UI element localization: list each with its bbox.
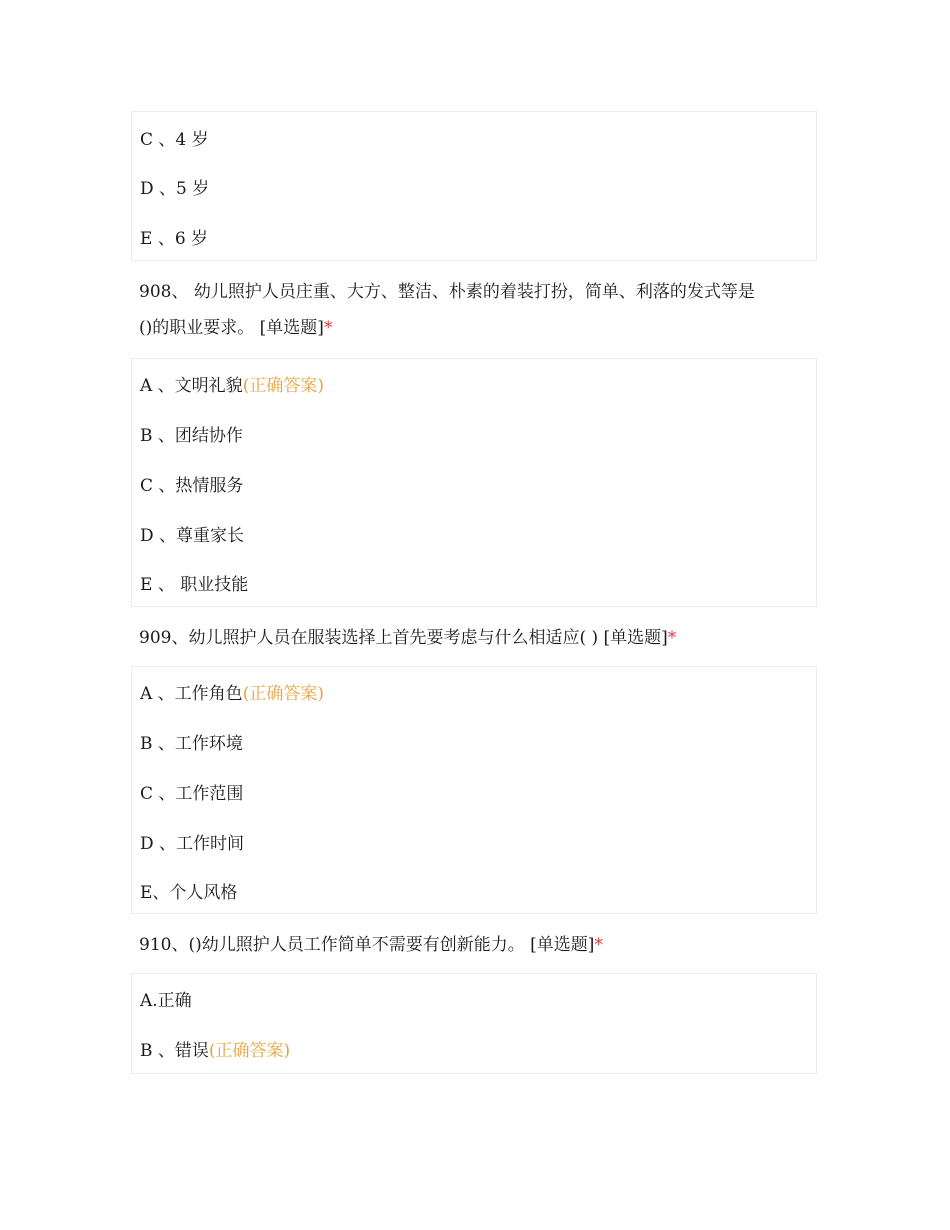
option-b[interactable]: B 、错误(正确答案) (140, 1041, 291, 1061)
option-a[interactable]: A.正确 (140, 991, 192, 1011)
question-908 (139, 274, 819, 346)
correct-answer-label: (正确答案) (208, 1041, 291, 1061)
option-d[interactable]: D 、尊重家长 (140, 526, 245, 546)
option-b[interactable]: B 、工作环境 (140, 734, 243, 754)
required-star: * (323, 318, 333, 338)
options-box-910 (131, 973, 817, 1074)
question-909: 909、幼儿照护人员在服装选择上首先要考虑与什么相适应( ) [单选题]* (139, 628, 677, 648)
correct-answer-label: (正确答案) (242, 376, 324, 396)
options-box-908 (131, 358, 817, 607)
option-e[interactable]: E 、 职业技能 (140, 575, 249, 595)
option-e[interactable]: E、个人风格 (140, 883, 238, 903)
option-e[interactable]: E 、6 岁 (140, 229, 209, 249)
option-c[interactable]: C 、工作范围 (140, 784, 244, 804)
correct-answer-label: (正确答案) (242, 684, 324, 704)
question-908-line1: 908、 幼儿照护人员庄重、大方、整洁、朴素的着装打扮，简单、利落的发式等是 (139, 282, 755, 302)
options-box-909 (131, 666, 817, 914)
question-910: 910、()幼儿照护人员工作简单不需要有创新能力。 [单选题]* (139, 935, 603, 955)
option-a[interactable]: A 、文明礼貌(正确答案) (140, 376, 324, 396)
options-box-907 (131, 111, 817, 261)
option-d[interactable]: D 、工作时间 (140, 834, 245, 854)
option-b[interactable]: B 、团结协作 (140, 426, 243, 446)
option-d[interactable]: D 、5 岁 (140, 179, 210, 199)
option-c[interactable]: C 、热情服务 (140, 476, 244, 496)
required-star: * (594, 935, 603, 955)
option-c[interactable]: C 、4 岁 (140, 130, 209, 150)
question-908-line2: ()的职业要求。 [单选题]* (139, 318, 333, 338)
required-star: * (667, 628, 677, 648)
option-a[interactable]: A 、工作角色(正确答案) (140, 684, 324, 704)
